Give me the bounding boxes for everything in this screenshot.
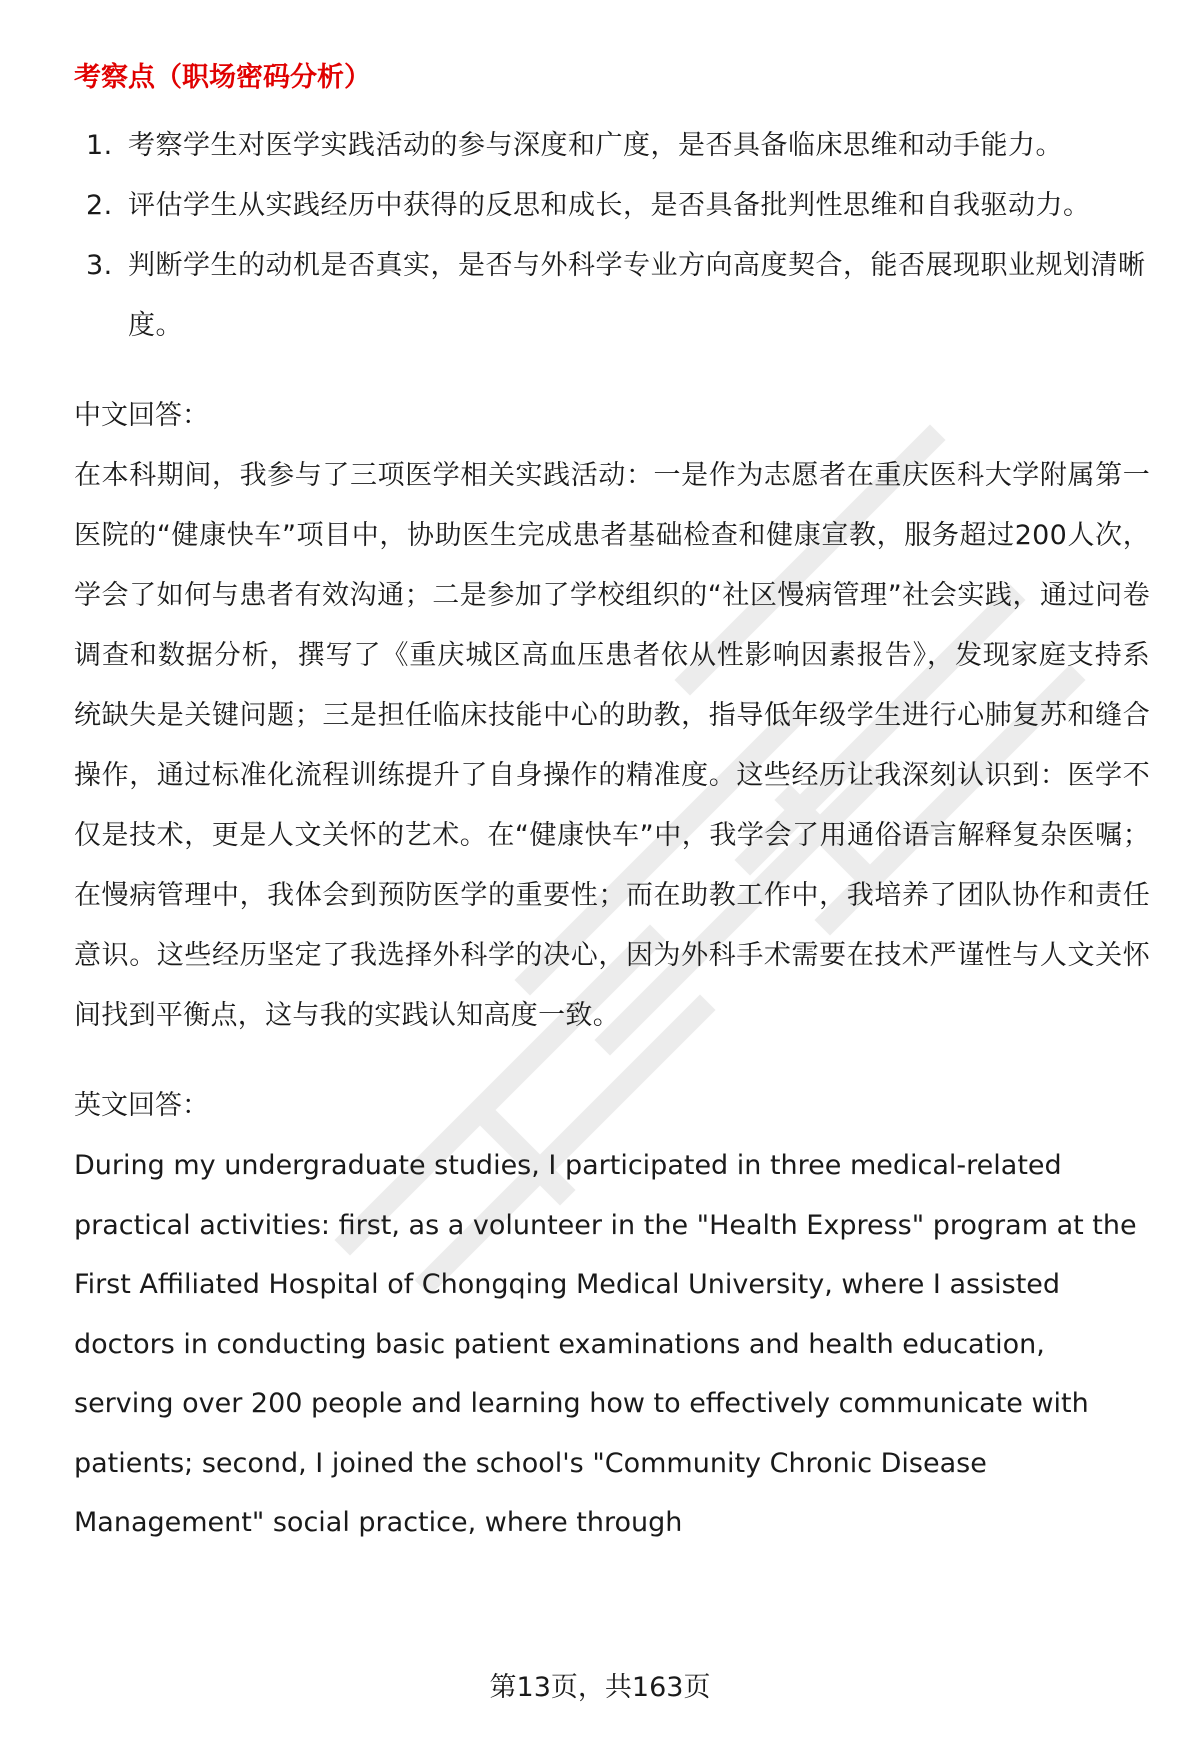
- list-item-text: 考察学生对医学实践活动的参与深度和广度，是否具备临床思维和动手能力。: [128, 130, 1063, 161]
- list-item-number: 2.: [86, 190, 113, 221]
- list-item: [74, 236, 1150, 356]
- english-answer-label: 英文回答：: [74, 1090, 209, 1121]
- english-answer-text: During my undergraduate studies, I participated in three medical-related practical activities: first, as a volunteer in the "Health Express" program at the First Affiliated Hospital of Chongqing Medical University, where I assisted doctors in conducting basic patient examinations and health education, serving over 200 people and learning how to effectively communicate with patients; second, I joined the school's "Community Chronic Disease Management" social practice, where through: [74, 1150, 1137, 1538]
- list-item: [74, 116, 1150, 176]
- list-item-number: 1.: [86, 130, 113, 161]
- list-item-text: 判断学生的动机是否真实，是否与外科学专业方向高度契合，能否展现职业规划清晰度。: [128, 250, 1146, 341]
- chinese-answer-label: 中文回答：: [74, 400, 209, 431]
- chinese-answer-text: 在本科期间，我参与了三项医学相关实践活动：一是作为志愿者在重庆医科大学附属第一医院的“健康快车”项目中，协助医生完成患者基础检查和健康宣教，服务超过200人次，学会了如何与患者有效沟通；二是参加了学校组织的“社区慢病管理”社会实践，通过问卷调查和数据分析，撰写了《重庆城区高血压患者依从性影响因素报告》，发现家庭支持系统缺失是关键问题；三是担任临床技能中心的助教，指导低年级学生进行心肺复苏和缝合操作，通过标准化流程训练提升了自身操作的精准度。这些经历让我深刻认识到：医学不仅是技术，更是人文关怀的艺术。在“健康快车”中，我学会了用通俗语言解释复杂医嘱；在慢病管理中，我体会到预防医学的重要性；而在助教工作中，我培养了团队协作和责任意识。这些经历坚定了我选择外科学的决心，因为外科手术需要在技术严谨性与人文关怀间找到平衡点，这与我的实践认知高度一致。: [74, 460, 1150, 1031]
- list-item-number: 3.: [86, 250, 113, 281]
- list-item: [74, 176, 1150, 236]
- assessment-points-list: [74, 116, 1150, 356]
- list-item-text: 评估学生从实践经历中获得的反思和成长，是否具备批判性思维和自我驱动力。: [128, 190, 1091, 221]
- section-title: 考察点（职场密码分析）: [74, 62, 371, 93]
- page-number: 第13页，共163页: [489, 1672, 711, 1703]
